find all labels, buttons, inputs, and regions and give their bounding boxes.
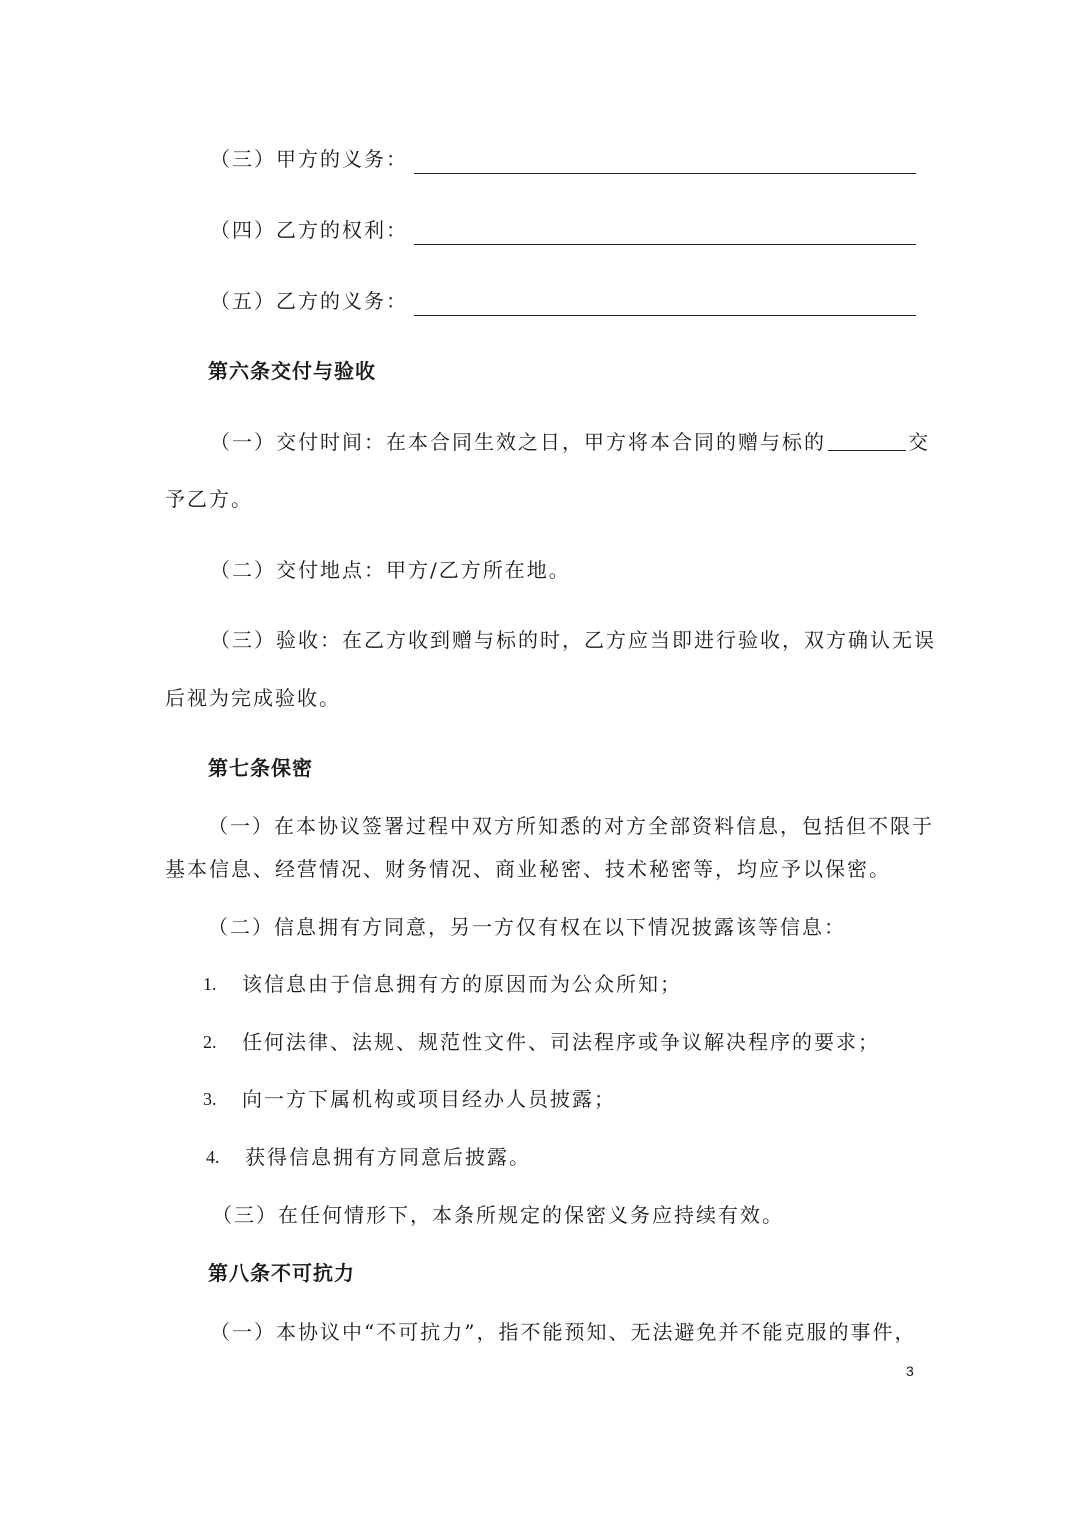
article6-p1-line2: 予乙方。 bbox=[165, 487, 253, 511]
article6-p3-line2: 后视为完成验收。 bbox=[165, 686, 341, 710]
list-item: 任何法律、法规、规范性文件、司法程序或争议解决程序的要求； bbox=[242, 1030, 880, 1054]
page-number: 3 bbox=[906, 1363, 914, 1379]
blank-line bbox=[414, 291, 916, 316]
article6-p1-line1 bbox=[210, 427, 930, 457]
field-label: （五）乙方的义务： bbox=[210, 289, 408, 313]
article7-p2: （二）信息拥有方同意，另一方仅有权在以下情况披露该等信息： bbox=[208, 915, 846, 939]
inline-blank bbox=[828, 428, 906, 451]
article8-heading: 第八条不可抗力 bbox=[208, 1261, 355, 1285]
article7-p1-line1: （一）在本协议签署过程中双方所知悉的对方全部资料信息，包括但不限于 bbox=[208, 814, 934, 838]
article8-p1-line1: （一）本协议中“不可抗力”，指不能预知、无法避免并不能克服的事件， bbox=[210, 1320, 917, 1344]
field-label: （四）乙方的权利： bbox=[210, 218, 408, 242]
article6-p1-text: （一）交付时间：在本合同生效之日，甲方将本合同的赠与标的 bbox=[210, 430, 826, 454]
list-number: 4. bbox=[206, 1147, 220, 1167]
article6-p1-tail: 交 bbox=[908, 430, 930, 454]
article7-p1-line2: 基本信息、经营情况、财务情况、商业秘密、技术秘密等，均应予以保密。 bbox=[165, 857, 891, 881]
article6-p3-line1: （三）验收：在乙方收到赠与标的时，乙方应当即进行验收，双方确认无误 bbox=[210, 628, 936, 652]
list-item: 向一方下属机构或项目经办人员披露； bbox=[242, 1087, 616, 1111]
list-number: 3. bbox=[203, 1089, 217, 1109]
article7-p3: （三）在任何情形下，本条所规定的保密义务应持续有效。 bbox=[212, 1203, 784, 1227]
blank-line bbox=[414, 220, 916, 245]
article7-heading: 第七条保密 bbox=[208, 756, 313, 780]
article6-p2: （二）交付地点：甲方/乙方所在地。 bbox=[210, 558, 571, 582]
field-label: （三）甲方的义务： bbox=[210, 147, 408, 171]
list-number: 1. bbox=[203, 974, 217, 994]
field-party-b-rights bbox=[210, 215, 916, 245]
field-party-b-obligations bbox=[210, 286, 916, 316]
list-number: 2. bbox=[203, 1032, 217, 1052]
article6-heading: 第六条交付与验收 bbox=[208, 359, 376, 383]
list-item: 该信息由于信息拥有方的原因而为公众所知； bbox=[242, 972, 682, 996]
list-item: 获得信息拥有方同意后披露。 bbox=[245, 1145, 531, 1169]
blank-line bbox=[414, 149, 916, 174]
field-party-a-obligations bbox=[210, 144, 916, 174]
